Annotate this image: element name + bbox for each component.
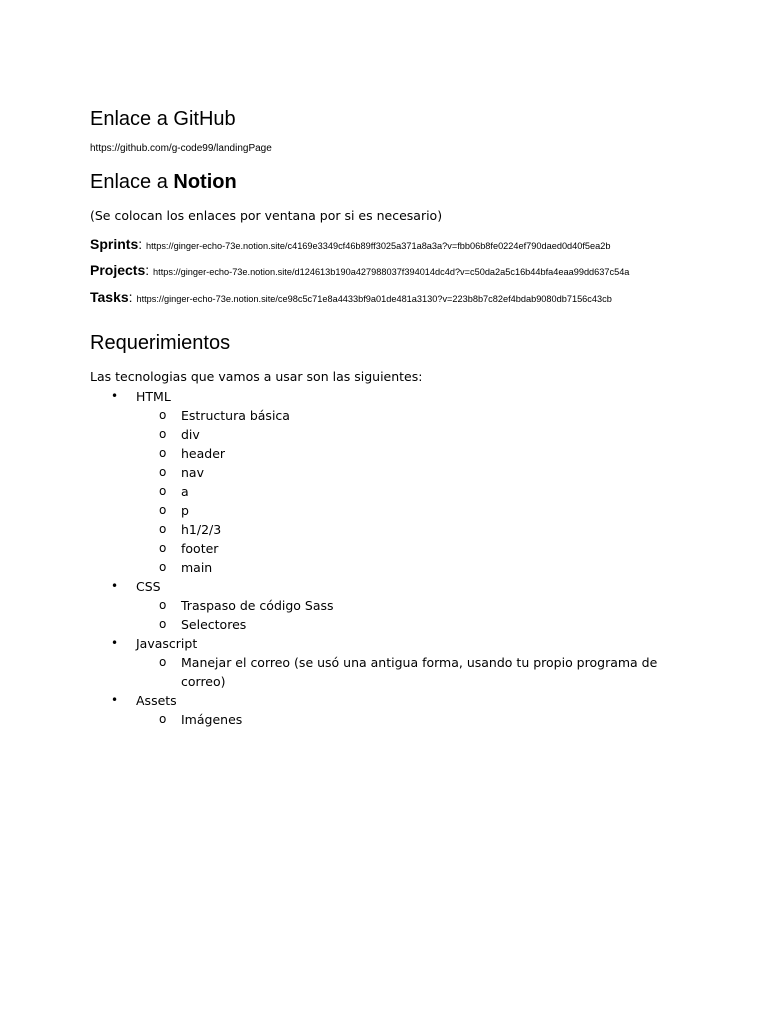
sub-list-item — [0, 539, 768, 558]
notion-link-row-tasks — [90, 289, 612, 307]
sub-list-item-label: h1/2/3 — [181, 522, 222, 537]
notion-note: (Se colocan los enlaces por ventana por si es necesario) — [90, 208, 443, 223]
tasks-link[interactable]: https://ginger-echo-73e.notion.site/ce98c5c71e8a4433bf9a01de481a3130?v=223b8b7c82ef4bdab9080db7156c43cb — [136, 294, 612, 304]
sub-list-item-label: Selectores — [181, 617, 247, 632]
bullet-icon: • — [111, 579, 119, 593]
sub-list-item-label: Estructura básica — [181, 408, 290, 423]
link-colon: : — [145, 262, 154, 278]
sub-list-item-label: Imágenes — [181, 712, 243, 727]
sprints-link[interactable]: https://ginger-echo-73e.notion.site/c4169e3349cf46b89ff3025a371a8a3a?v=fbb06b8fe0224ef790daed0d40f5ea2b — [146, 241, 611, 251]
circle-bullet-icon: o — [159, 617, 167, 631]
sub-list-item-label: footer — [181, 541, 219, 556]
sub-list-item — [0, 653, 768, 691]
sub-list-item — [0, 520, 768, 539]
circle-bullet-icon: o — [159, 427, 167, 441]
list-item — [0, 691, 768, 710]
bullet-icon: • — [111, 693, 119, 707]
sub-list-item — [0, 558, 768, 577]
list-item-label: CSS — [136, 579, 161, 594]
circle-bullet-icon: o — [159, 484, 167, 498]
link-label: Sprints — [90, 236, 139, 252]
circle-bullet-icon: o — [159, 503, 167, 517]
sub-list-item-label: header — [181, 446, 226, 461]
circle-bullet-icon: o — [159, 655, 167, 669]
sub-list-item-label: a — [181, 484, 189, 499]
list-item — [0, 634, 768, 653]
circle-bullet-icon: o — [159, 712, 167, 726]
bullet-icon: • — [111, 636, 119, 650]
sub-list-item — [0, 463, 768, 482]
sub-list-item — [0, 482, 768, 501]
list-item — [0, 387, 768, 406]
link-colon: : — [128, 289, 137, 305]
list-item — [0, 577, 768, 596]
link-label: Projects — [90, 262, 146, 278]
bullet-icon: • — [111, 389, 119, 403]
circle-bullet-icon: o — [159, 598, 167, 612]
circle-bullet-icon: o — [159, 465, 167, 479]
sub-list-item-label: nav — [181, 465, 204, 480]
notion-heading-prefix: Enlace a — [90, 171, 174, 193]
circle-bullet-icon: o — [159, 446, 167, 460]
sub-list-item — [0, 501, 768, 520]
circle-bullet-icon: o — [159, 522, 167, 536]
requirements-list — [0, 387, 768, 729]
requirements-heading: Requerimientos — [90, 332, 231, 354]
notion-link-row-projects — [90, 262, 629, 280]
sub-list-item — [0, 425, 768, 444]
sub-list-item-label: Traspaso de código Sass — [181, 598, 334, 613]
sub-list-item-label: main — [181, 560, 213, 575]
circle-bullet-icon: o — [159, 541, 167, 555]
github-link[interactable]: https://github.com/g-code99/landingPage — [90, 143, 272, 154]
requirements-intro: Las tecnologias que vamos a usar son las siguientes: — [90, 369, 423, 384]
list-item-label: HTML — [136, 389, 171, 404]
sub-list-item — [0, 710, 768, 729]
notion-heading-bold: Notion — [173, 171, 237, 193]
link-colon: : — [138, 236, 147, 252]
sub-list-item — [0, 406, 768, 425]
list-item-label: Javascript — [136, 636, 198, 651]
list-item-label: Assets — [136, 693, 177, 708]
sub-list-item — [0, 615, 768, 634]
github-heading: Enlace a GitHub — [90, 108, 236, 130]
sub-list-item — [0, 444, 768, 463]
projects-link[interactable]: https://ginger-echo-73e.notion.site/d124613b190a427988037f394014dc4d?v=c50da2a5c16b44bfa4eaa99dd637c54a — [153, 267, 630, 277]
sub-list-item-label: p — [181, 503, 189, 518]
sub-list-item-label: div — [181, 427, 200, 442]
sub-list-item-label: Manejar el correo (se usó una antigua forma, usando tu propio programa de correo) — [181, 655, 658, 689]
link-label: Tasks — [90, 289, 129, 305]
notion-link-row-sprints — [90, 236, 610, 254]
notion-heading — [90, 171, 237, 194]
circle-bullet-icon: o — [159, 560, 167, 574]
sub-list-item — [0, 596, 768, 615]
circle-bullet-icon: o — [159, 408, 167, 422]
